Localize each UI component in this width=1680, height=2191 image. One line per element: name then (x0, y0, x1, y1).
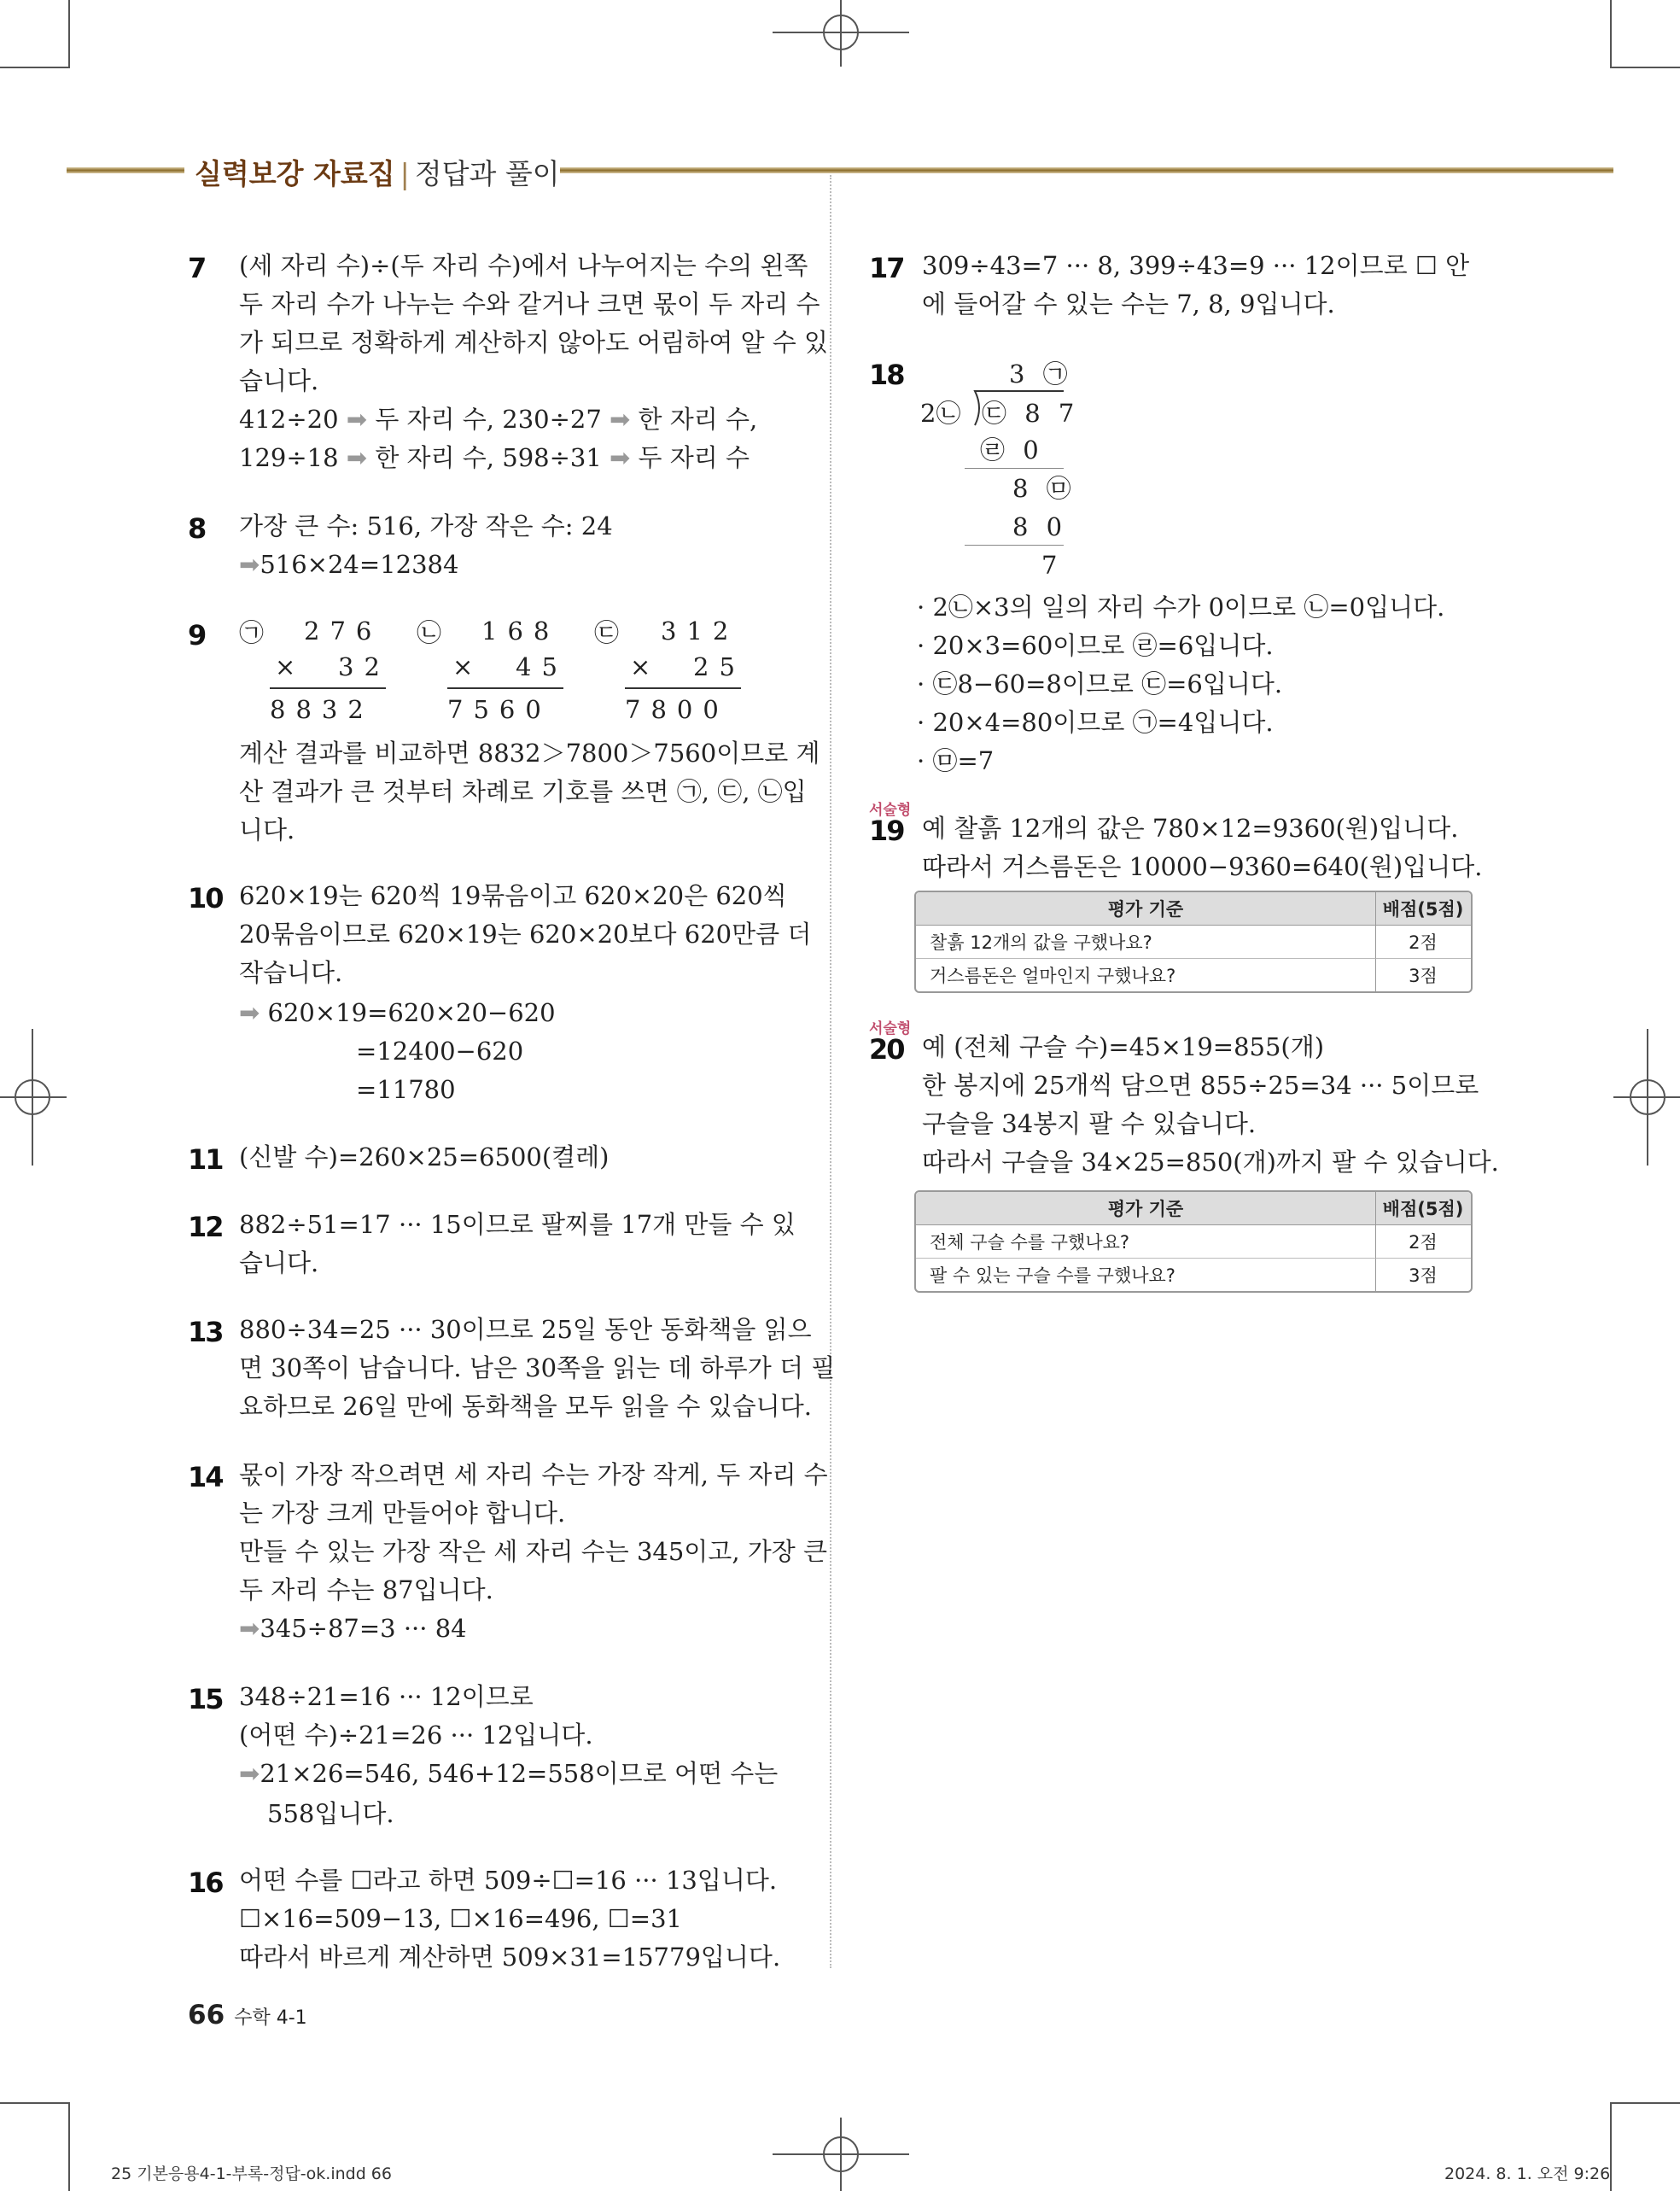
answer-line: 습니다. (239, 1248, 319, 1277)
question-number: 8 (188, 512, 206, 545)
scoring-table (914, 1190, 1473, 1293)
product: 7560 (447, 695, 551, 724)
answer-line: 따라서 구슬을 34×25=850(개)까지 팔 수 있습니다. (922, 1148, 1499, 1177)
question-number: 16 (188, 1867, 223, 1899)
crop-mark (68, 0, 70, 67)
arrow-icon: ➡ (610, 443, 631, 472)
answer-line: 558입니다. (267, 1799, 394, 1828)
registration-mark-icon (0, 1025, 68, 1170)
answer-line: (세 자리 수)÷(두 자리 수)에서 나누어지는 수의 왼쪽 (239, 251, 808, 280)
header-subtitle: 정답과 풀이 (414, 157, 560, 190)
table-header: 배점(5점) (1375, 892, 1471, 926)
scoring-table (914, 891, 1473, 993)
table-row: 찰흙 12개의 값을 구했나요? 2점 (916, 926, 1471, 959)
table-row: 전체 구슬 수를 구했나요? 2점 (916, 1225, 1471, 1259)
division-divisor: 2㉡ (920, 399, 961, 428)
header-title: 실력보강 자료집 (195, 157, 395, 190)
answer-line: ➡ 620×19=620×20−620 (239, 998, 556, 1027)
multiplicand: 168 (481, 616, 560, 646)
arrow-icon: ➡ (610, 405, 631, 434)
answer-line: 예 찰흙 12개의 값은 780×12=9360(원)입니다. (922, 814, 1459, 843)
bullet-line: · 20×4=80이므로 ㉠=4입니다. (917, 708, 1274, 737)
header-bar-left (67, 167, 184, 173)
multiplicand: 276 (304, 616, 382, 646)
answer-line: 두 자리 수가 나누는 수와 같거나 크면 몫이 두 자리 수 (239, 289, 820, 318)
page-number: 66 수학 4-1 (188, 2000, 307, 2030)
times-sign: × (630, 652, 651, 681)
crop-mark (1610, 2102, 1612, 2191)
label-symbol: ㉡ (417, 618, 442, 647)
multiplier: 32 (338, 652, 390, 681)
question-number: 18 (869, 359, 904, 391)
table-header: 배점(5점) (1375, 1192, 1471, 1225)
division-dividend: ㉢ 8 7 (982, 399, 1080, 428)
blank-box-icon: ☐ (350, 1866, 373, 1895)
answer-line: 두 자리 수는 87입니다. (239, 1575, 493, 1604)
arrow-icon: ➡ (346, 443, 368, 472)
crop-mark (0, 2102, 70, 2104)
blank-box-icon: ☐ (607, 1904, 630, 1933)
essay-tag: 서술형 (869, 802, 912, 819)
answer-line: 880÷34=25 ··· 30이므로 25일 동안 동화책을 읽으 (239, 1315, 812, 1344)
product: 8832 (270, 695, 374, 724)
answer-line: 예 (전체 구슬 수)=45×19=855(개) (922, 1032, 1325, 1061)
crop-mark (1610, 2102, 1680, 2104)
answer-line: 따라서 바르게 계산하면 509×31=15779입니다. (239, 1943, 781, 1972)
answer-line: (신발 수)=260×25=6500(켤레) (239, 1142, 610, 1171)
multiplier: 25 (693, 652, 745, 681)
crop-mark (0, 67, 70, 68)
question-number: 20 (869, 1033, 904, 1066)
answer-line: 412÷20 ➡ 두 자리 수, 230÷27 ➡ 한 자리 수, (239, 405, 758, 434)
question-number: 19 (869, 815, 904, 847)
crop-mark (1610, 67, 1680, 68)
essay-tag: 서술형 (869, 1020, 912, 1037)
answer-line: 는 가장 크게 만들어야 합니다. (239, 1499, 566, 1528)
answer-line: 한 봉지에 25개씩 담으면 855÷25=34 ··· 5이므로 (922, 1071, 1479, 1100)
answer-line: (어떤 수)÷21=26 ··· 12입니다. (239, 1721, 593, 1750)
blank-box-icon: ☐ (449, 1904, 472, 1933)
answer-line: 구슬을 34봉지 팔 수 있습니다. (922, 1109, 1257, 1138)
answer-line: 요하므로 26일 만에 동화책을 모두 읽을 수 있습니다. (239, 1392, 812, 1421)
answer-line: 계산 결과를 비교하면 8832＞7800＞7560이므로 계 (239, 739, 820, 768)
question-number: 7 (188, 252, 206, 284)
registration-mark-icon (768, 0, 913, 68)
division-rule (965, 468, 1064, 469)
question-number: 14 (188, 1461, 223, 1493)
bullet-line: · ㉤=7 (917, 746, 995, 775)
times-sign: × (275, 652, 296, 681)
arrow-icon: ➡ (239, 1614, 260, 1643)
table-header: 평가 기준 (916, 892, 1375, 926)
answer-line: ➡21×26=546, 546+12=558이므로 어떤 수는 (239, 1759, 779, 1788)
arrow-icon: ➡ (346, 405, 368, 434)
division-quotient: 3 ㉠ (1009, 359, 1073, 389)
question-number: 13 (188, 1316, 223, 1348)
bullet-line: · 20×3=60이므로 ㉣=6입니다. (917, 631, 1274, 660)
division-step: 8 0 (1012, 512, 1068, 541)
answer-line: 309÷43=7 ··· 8, 399÷43=9 ··· 12이므로 ☐ 안 (922, 251, 1470, 280)
answer-line: 620×19는 620씩 19묶음이고 620×20은 620씩 (239, 881, 787, 910)
answer-line: 에 들어갈 수 있는 수는 7, 8, 9입니다. (922, 289, 1335, 318)
answer-line: 348÷21=16 ··· 12이므로 (239, 1682, 534, 1711)
answer-line: 어떤 수를 ☐라고 하면 509÷☐=16 ··· 13입니다. (239, 1866, 778, 1895)
answer-line: 만들 수 있는 가장 작은 세 자리 수는 345이고, 가장 큰 (239, 1537, 828, 1566)
calc-rule (625, 687, 741, 689)
question-number: 12 (188, 1211, 223, 1243)
blank-box-icon: ☐ (551, 1866, 575, 1895)
footer-file: 25 기본응용4-1-부록-정답-ok.indd 66 (111, 2165, 392, 2183)
answer-line: =11780 (356, 1075, 456, 1104)
answer-line: 가 되므로 정확하게 계산하지 않아도 어림하여 알 수 있 (239, 328, 829, 357)
arrow-icon: ➡ (239, 1759, 260, 1788)
answer-line: ☐×16=509−13, ☐×16=496, ☐=31 (239, 1904, 682, 1933)
registration-mark-icon (768, 2118, 913, 2191)
calc-rule (270, 687, 386, 689)
bullet-line: · ㉢8−60=8이므로 ㉢=6입니다. (917, 669, 1283, 698)
arrow-icon: ➡ (239, 550, 260, 579)
footer-date: 2024. 8. 1. 오전 9:26 (1444, 2165, 1611, 2183)
answer-line: 작습니다. (239, 958, 343, 987)
division-rule (965, 545, 1064, 546)
question-number: 11 (188, 1143, 223, 1176)
column-divider (830, 175, 831, 1968)
answer-line: =12400−620 (356, 1037, 524, 1066)
division-step: 8 ㉤ (1012, 474, 1076, 503)
arrow-icon: ➡ (239, 998, 260, 1027)
question-number: 15 (188, 1683, 223, 1715)
answer-line: ➡516×24=12384 (239, 550, 459, 579)
answer-line: 면 30쪽이 남습니다. 남은 30쪽을 읽는 데 하루가 더 필 (239, 1353, 836, 1382)
division-remainder: 7 (1041, 551, 1058, 580)
multiplicand: 312 (661, 616, 739, 646)
bullet-line: · 2㉡×3의 일의 자리 수가 0이므로 ㉡=0입니다. (917, 593, 1445, 622)
crop-mark (1610, 0, 1612, 67)
answer-line: ➡345÷87=3 ··· 84 (239, 1614, 467, 1643)
answer-line: 882÷51=17 ··· 15이므로 팔찌를 17개 만들 수 있 (239, 1210, 796, 1239)
answer-line: 산 결과가 큰 것부터 차례로 기호를 쓰면 ㉠, ㉢, ㉡입 (239, 777, 807, 806)
question-number: 10 (188, 882, 223, 914)
answer-line: 니다. (239, 815, 295, 844)
calc-rule (447, 687, 563, 689)
registration-mark-icon (1612, 1025, 1680, 1170)
answer-line: 가장 큰 수: 516, 가장 작은 수: 24 (239, 511, 613, 540)
page-header: 실력보강 자료집 | 정답과 풀이 (195, 157, 560, 190)
question-number: 9 (188, 619, 206, 651)
answer-line: 따라서 거스름돈은 10000−9360=640(원)입니다. (922, 852, 1483, 881)
answer-line: 129÷18 ➡ 한 자리 수, 598÷31 ➡ 두 자리 수 (239, 443, 750, 472)
table-row: 거스름돈은 얼마인지 구했나요? 3점 (916, 959, 1471, 991)
answer-line: 20묶음이므로 620×19는 620×20보다 620만큼 더 (239, 920, 812, 949)
product: 7800 (625, 695, 729, 724)
multiplier: 45 (516, 652, 568, 681)
label-symbol: ㉠ (239, 618, 265, 647)
times-sign: × (452, 652, 474, 681)
crop-mark (68, 2102, 70, 2191)
question-number: 17 (869, 252, 904, 284)
table-header: 평가 기준 (916, 1192, 1375, 1225)
division-step: ㉣ 0 (980, 435, 1044, 464)
answer-line: 몫이 가장 작으려면 세 자리 수는 가장 작게, 두 자리 수 (239, 1460, 828, 1489)
blank-box-icon: ☐ (1415, 251, 1438, 280)
blank-box-icon: ☐ (239, 1904, 261, 1933)
label-symbol: ㉢ (594, 618, 620, 647)
table-row: 팔 수 있는 구슬 수를 구했나요? 3점 (916, 1259, 1471, 1291)
header-bar-right (560, 167, 1613, 173)
answer-line: 습니다. (239, 366, 319, 395)
